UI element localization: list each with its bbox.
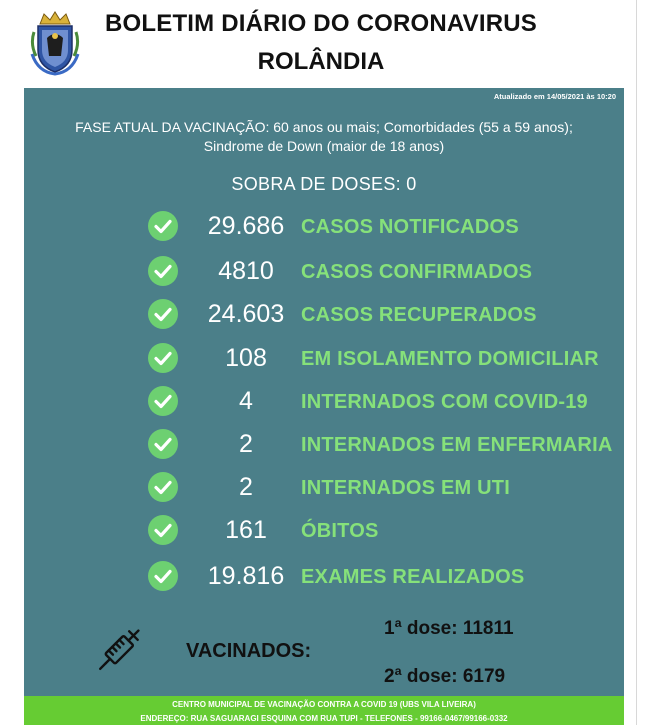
- check-circle-icon: [148, 256, 178, 286]
- header: [0, 0, 645, 88]
- dose-surplus: SOBRA DE DOSES: 0: [231, 174, 417, 194]
- vaccination-center-name: CENTRO MUNICIPAL DE VACINAÇÃO CONTRA A COVID 19 (UBS VILA LIVEIRA): [172, 700, 476, 709]
- coat-of-arms-icon: [30, 10, 80, 76]
- stat-value: 4: [239, 387, 253, 415]
- check-circle-icon: [148, 515, 178, 545]
- vaccinated-label: VACINADOS:: [186, 640, 312, 662]
- syringe-icon: [90, 620, 150, 678]
- stat-row-hospitalized: [24, 383, 624, 419]
- stat-label: ÓBITOS: [301, 520, 379, 542]
- stat-row-recovered: [24, 296, 624, 332]
- stat-value: 24.603: [207, 300, 285, 328]
- second-dose-count: 2ª dose: 6179: [384, 666, 506, 687]
- stat-label: INTERNADOS EM UTI: [301, 477, 510, 499]
- stat-value: 19.816: [207, 562, 285, 590]
- check-circle-icon: [148, 299, 178, 329]
- stat-value: 2: [239, 473, 253, 501]
- check-circle-icon: [148, 343, 178, 373]
- stat-value: 161: [225, 516, 267, 544]
- stat-label: EM ISOLAMENTO DOMICILIAR: [301, 348, 599, 370]
- stat-row-confirmed: [24, 253, 624, 289]
- footer-banner: [24, 696, 624, 725]
- stat-label: EXAMES REALIZADOS: [301, 566, 525, 588]
- bulletin-title: BOLETIM DIÁRIO DO CORONAVIRUS: [104, 10, 538, 37]
- check-circle-icon: [148, 211, 178, 241]
- stat-row-deaths: [24, 512, 624, 548]
- vaccination-center-address: ENDEREÇO: RUA SAGUARAGI ESQUINA COM RUA TUPI - TELEFONES - 99166-0467/99166-0332: [140, 714, 508, 723]
- stat-row-tests: [24, 558, 624, 594]
- stat-label: INTERNADOS COM COVID-19: [301, 391, 588, 413]
- stat-value: 29.686: [207, 212, 285, 240]
- stat-row-ward: [24, 426, 624, 462]
- vaccination-phase-line1: FASE ATUAL DA VACINAÇÃO: 60 anos ou mais; Comorbidades (55 a 59 anos);: [75, 119, 573, 135]
- stat-label: CASOS NOTIFICADOS: [301, 216, 519, 238]
- check-circle-icon: [148, 561, 178, 591]
- updated-timestamp: Atualizado em 14/05/2021 às 10:20: [493, 92, 616, 101]
- stat-value: 2: [239, 430, 253, 458]
- stat-row-icu: [24, 469, 624, 505]
- first-dose-count: 1ª dose: 11811: [384, 618, 514, 639]
- stat-row-notified: [24, 208, 624, 244]
- stat-value: 108: [225, 344, 267, 372]
- stat-label: CASOS CONFIRMADOS: [301, 261, 533, 283]
- check-circle-icon: [148, 472, 178, 502]
- vaccination-phase-line2: Sindrome de Down (maior de 18 anos): [203, 138, 445, 154]
- stat-label: CASOS RECUPERADOS: [301, 304, 537, 326]
- check-circle-icon: [148, 386, 178, 416]
- stats-panel: [24, 88, 624, 696]
- vaccination-phase: [24, 118, 624, 156]
- stat-row-home-isolation: [24, 340, 624, 376]
- stat-label: INTERNADOS EM ENFERMARIA: [301, 434, 613, 456]
- city-title: ROLÂNDIA: [257, 48, 385, 75]
- stat-value: 4810: [218, 257, 274, 285]
- check-circle-icon: [148, 429, 178, 459]
